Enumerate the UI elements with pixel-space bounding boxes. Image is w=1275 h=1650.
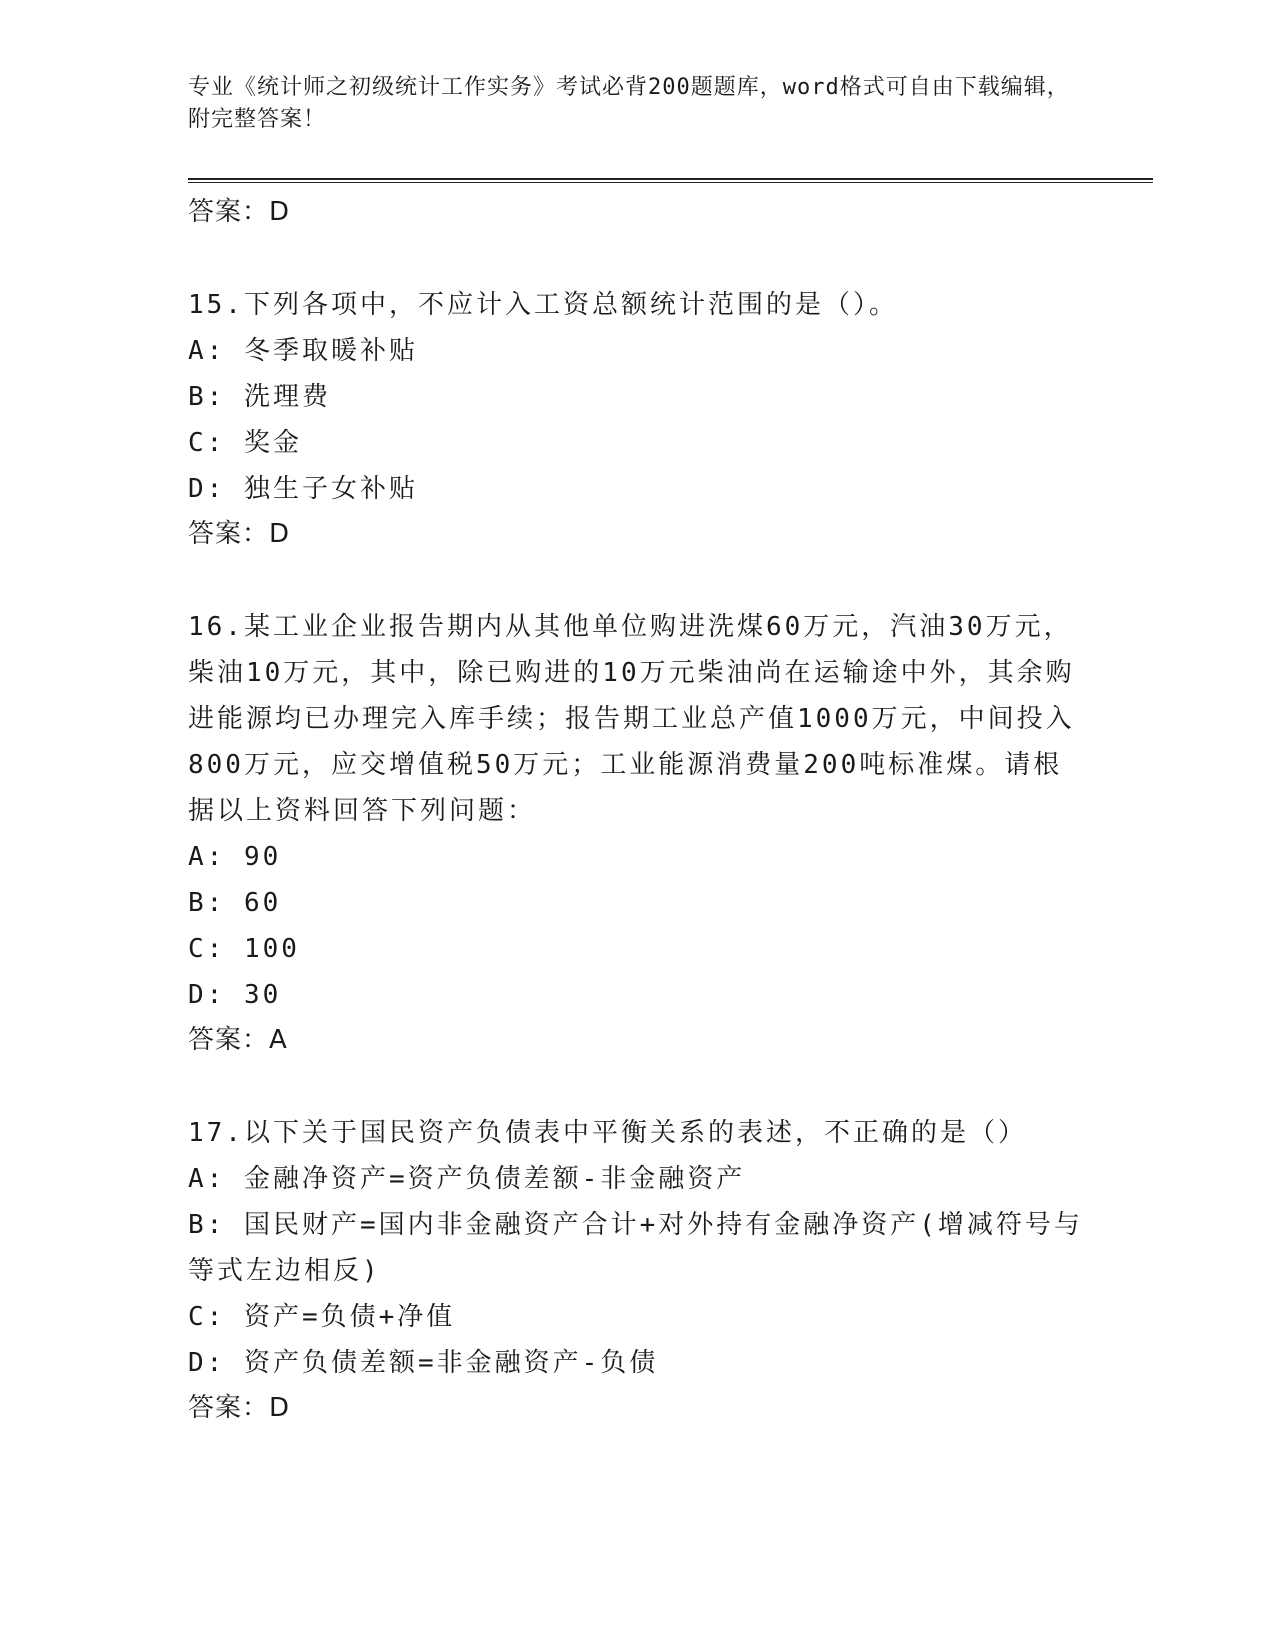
option-b: B: 60 [188, 888, 282, 918]
question-stem: 15.下列各项中，不应计入工资总额统计范围的是（）。 [188, 290, 898, 320]
document-header: 专业《统计师之初级统计工作实务》考试必背200题题库，word格式可自由下载编辑，附完整答案！ [188, 75, 1070, 132]
header-divider-thin [188, 182, 1153, 183]
option-c: C: 100 [188, 934, 300, 964]
option-a: A: 90 [188, 842, 282, 872]
option-d: D: 30 [188, 980, 282, 1010]
question-16 [188, 604, 1088, 1062]
question-17 [188, 1110, 1088, 1430]
option-c: C: 奖金 [188, 428, 302, 458]
option-d: D: 资产负债差额=非金融资产-负债 [188, 1348, 659, 1378]
header-divider-thick [188, 178, 1153, 180]
answer-line: 答案：D [188, 519, 291, 549]
option-b: B: 洗理费 [188, 382, 331, 412]
question-stem: 17.以下关于国民资产负债表中平衡关系的表述，不正确的是（） [188, 1118, 1027, 1148]
option-a: A: 金融净资产=资产负债差额-非金融资产 [188, 1164, 746, 1194]
answer-line: 答案：D [188, 1393, 291, 1423]
question-15 [188, 282, 1088, 556]
answer-line: 答案：D [188, 197, 291, 227]
option-a: A: 冬季取暖补贴 [188, 336, 418, 366]
option-d: D: 独生子女补贴 [188, 474, 418, 504]
option-c: C: 资产=负债+净值 [188, 1302, 456, 1332]
option-b: B: 国民财产=国内非金融资产合计+对外持有金融净资产(增减符号与等式左边相反) [188, 1210, 1083, 1286]
document-body [188, 190, 1088, 1430]
answer-line: 答案：A [188, 1025, 288, 1055]
question-stem: 16.某工业企业报告期内从其他单位购进洗煤60万元，汽油30万元，柴油10万元，其中，除已购进的10万元柴油尚在运输途中外，其余购进能源均已办理完入库手续；报告期工业总产值1000万元，中间投入800万元，应交增值税50万元；工业能源消费量200吨标准煤。请根据以上资料回答下列问题： [188, 612, 1075, 826]
